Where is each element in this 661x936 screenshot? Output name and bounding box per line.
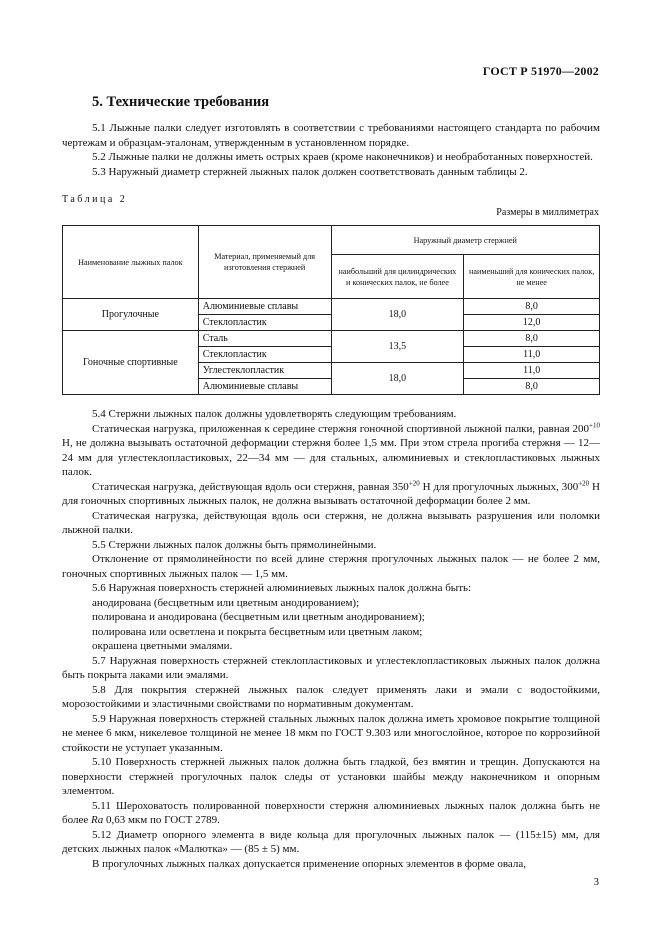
table-units: Размеры в миллиметрах [496, 207, 599, 218]
paragraph-5-12-oval: В прогулочных лыжных палках допускается применение опорных элементов в форме овала, [92, 857, 526, 870]
max-diameter-cell: 13,5 [331, 331, 464, 363]
paragraph-5-6-a: анодирована (бесцветным или цветным анодированием); [92, 596, 360, 609]
paragraph-5-6: 5.6 Наружная поверхность стержней алюминиевых лыжных палок должна быть: [92, 582, 472, 594]
paragraph-5-11: 5.11 Шероховатость полированной поверхности стержня алюминиевых лыжных палок должна быть не более Ra 0,63 мкм по ГОСТ 2789. [62, 799, 600, 826]
paragraph-5-4-bend: Статическая нагрузка, приложенная к середине стержня гоночной спортивной лыжной палки, равная $200^{+10}$ Н, не должна вызывать остаточной деформации стержня более 1,5 мм. При этом стрела прогиба стержня — 12—24 мм для углестеклопластиковых, 22—34 мм — для стальных, алюминиевых и стеклопластиковых лыжных палок. [62, 420, 600, 478]
paragraph-5-6-b: полирована и анодирована (бесцветным или цветным анодированием); [92, 611, 425, 623]
paragraph-5-3: 5.3 Наружный диаметр стержней лыжных палок должен соответствовать данным таблицы 2. [92, 165, 528, 178]
paragraph-5-7: 5.7 Наружная поверхность стержней стеклопластиковых и углестеклопластиковых лыжных палок должна быть покрыта лаками или эмалями. [62, 654, 600, 681]
table-row [63, 331, 600, 347]
min-diameter-cell: 8,0 [464, 299, 600, 315]
paragraph-5-10: 5.10 Поверхность стержней лыжных палок должна быть гладкой, без вмятин и трещин. Допускаются на поверхности стержней прогулочных палок следы от установки шайбы между наконечником и опорным элементом. [62, 756, 600, 797]
material-cell: Стеклопластик [198, 315, 331, 331]
material-cell: Стеклопластик [198, 347, 331, 363]
header-material: Материал, применяемый для изготовления стержней [198, 226, 331, 299]
material-cell: Алюминиевые сплавы [198, 379, 331, 395]
min-diameter-cell: 11,0 [464, 347, 600, 363]
min-diameter-cell: 11,0 [464, 363, 600, 379]
diameter-table [62, 225, 600, 395]
paragraph-5-5: 5.5 Стержни лыжных палок должны быть прямолинейными. [92, 538, 377, 551]
paragraph-5-6-d: окрашена цветными эмалями. [92, 640, 233, 652]
material-cell: Сталь [198, 331, 331, 347]
material-cell: Углестеклопластик [198, 363, 331, 379]
paragraph-5-8: 5.8 Для покрытия стержней лыжных палок следует применять лаки и эмали с водостойкими, морозостойкими и эластичными свойствами по нормативным документам. [62, 683, 600, 710]
group-name: Прогулочные [63, 299, 199, 331]
paragraph-5-5-tolerance: Отклонение от прямолинейности по всей длине стержня прогулочных лыжных палок — не более 2 мм, гоночных спортивных лыжных палок — 1,5 мм. [62, 553, 600, 580]
paragraph-5-6-c: полирована или осветлена и покрыта бесцветным или цветным лаком; [92, 625, 423, 638]
section-title: 5. Технические требования [92, 94, 270, 110]
header-name: Наименование лыжных палок [63, 226, 199, 299]
min-diameter-cell: 12,0 [464, 315, 600, 331]
page-number: 3 [593, 876, 599, 888]
table-row [63, 299, 600, 315]
max-diameter-cell: 18,0 [331, 299, 464, 331]
header-max: наибольший для цилиндрических и конических палок, не более [331, 255, 464, 299]
paragraph-5-12: 5.12 Диаметр опорного элемента в виде кольца для прогулочных лыжных палок — (115±15) мм, для детских лыжных палок «Малютка» — (85 ± 5) мм. [62, 828, 600, 855]
paragraph-5-4-axial: Статическая нагрузка, действующая вдоль оси стержня, равная $350^{+20}$ Н для прогулочных лыжных, $300^{+20}$ Н для гоночных спортивных лыжных палок, не должна вызывать остаточной деформации более 2 мм. [62, 478, 600, 507]
table-caption: Таблица 2 [62, 194, 128, 205]
header-min: наименьший для конических палок, не менее [464, 255, 600, 299]
paragraph-5-9: 5.9 Наружная поверхность стержней стальных лыжных палок должна иметь хромовое покрытие толщиной не менее 6 мкм, никелевое толщиной не менее 18 мкм по ГОСТ 9.303 или многослойное, которое по коррозийной стойкости не уступает указанным. [62, 712, 600, 754]
paragraph-5-1: 5.1 Лыжные палки следует изготовлять в соответствии с требованиями настоящего стандарта по рабочим чертежам и образцам-эталонам, утвержденным в установленном порядке. [62, 122, 600, 149]
standard-number: ГОСТ Р 51970—2002 [482, 64, 599, 78]
material-cell: Алюминиевые сплавы [198, 299, 331, 315]
paragraph-5-4-breakage: Статическая нагрузка, действующая вдоль оси стержня, не должна вызывать разрушения или поломки лыжной палки. [62, 509, 600, 536]
body-text [62, 407, 600, 871]
min-diameter-cell: 8,0 [464, 331, 600, 347]
paragraph-5-2: 5.2 Лыжные палки не должны иметь острых краев (кроме наконечников) и необработанных поверхностей. [92, 151, 593, 163]
max-diameter-cell: 18,0 [331, 363, 464, 395]
min-diameter-cell: 8,0 [464, 379, 600, 395]
intro-paragraphs [62, 121, 600, 179]
group-name: Гоночные спортивные [63, 331, 199, 395]
paragraph-5-4: 5.4 Стержни лыжных палок должны удовлетворять следующим требованиям. [92, 408, 457, 420]
header-diameter: Наружный диаметр стержней [331, 226, 599, 255]
